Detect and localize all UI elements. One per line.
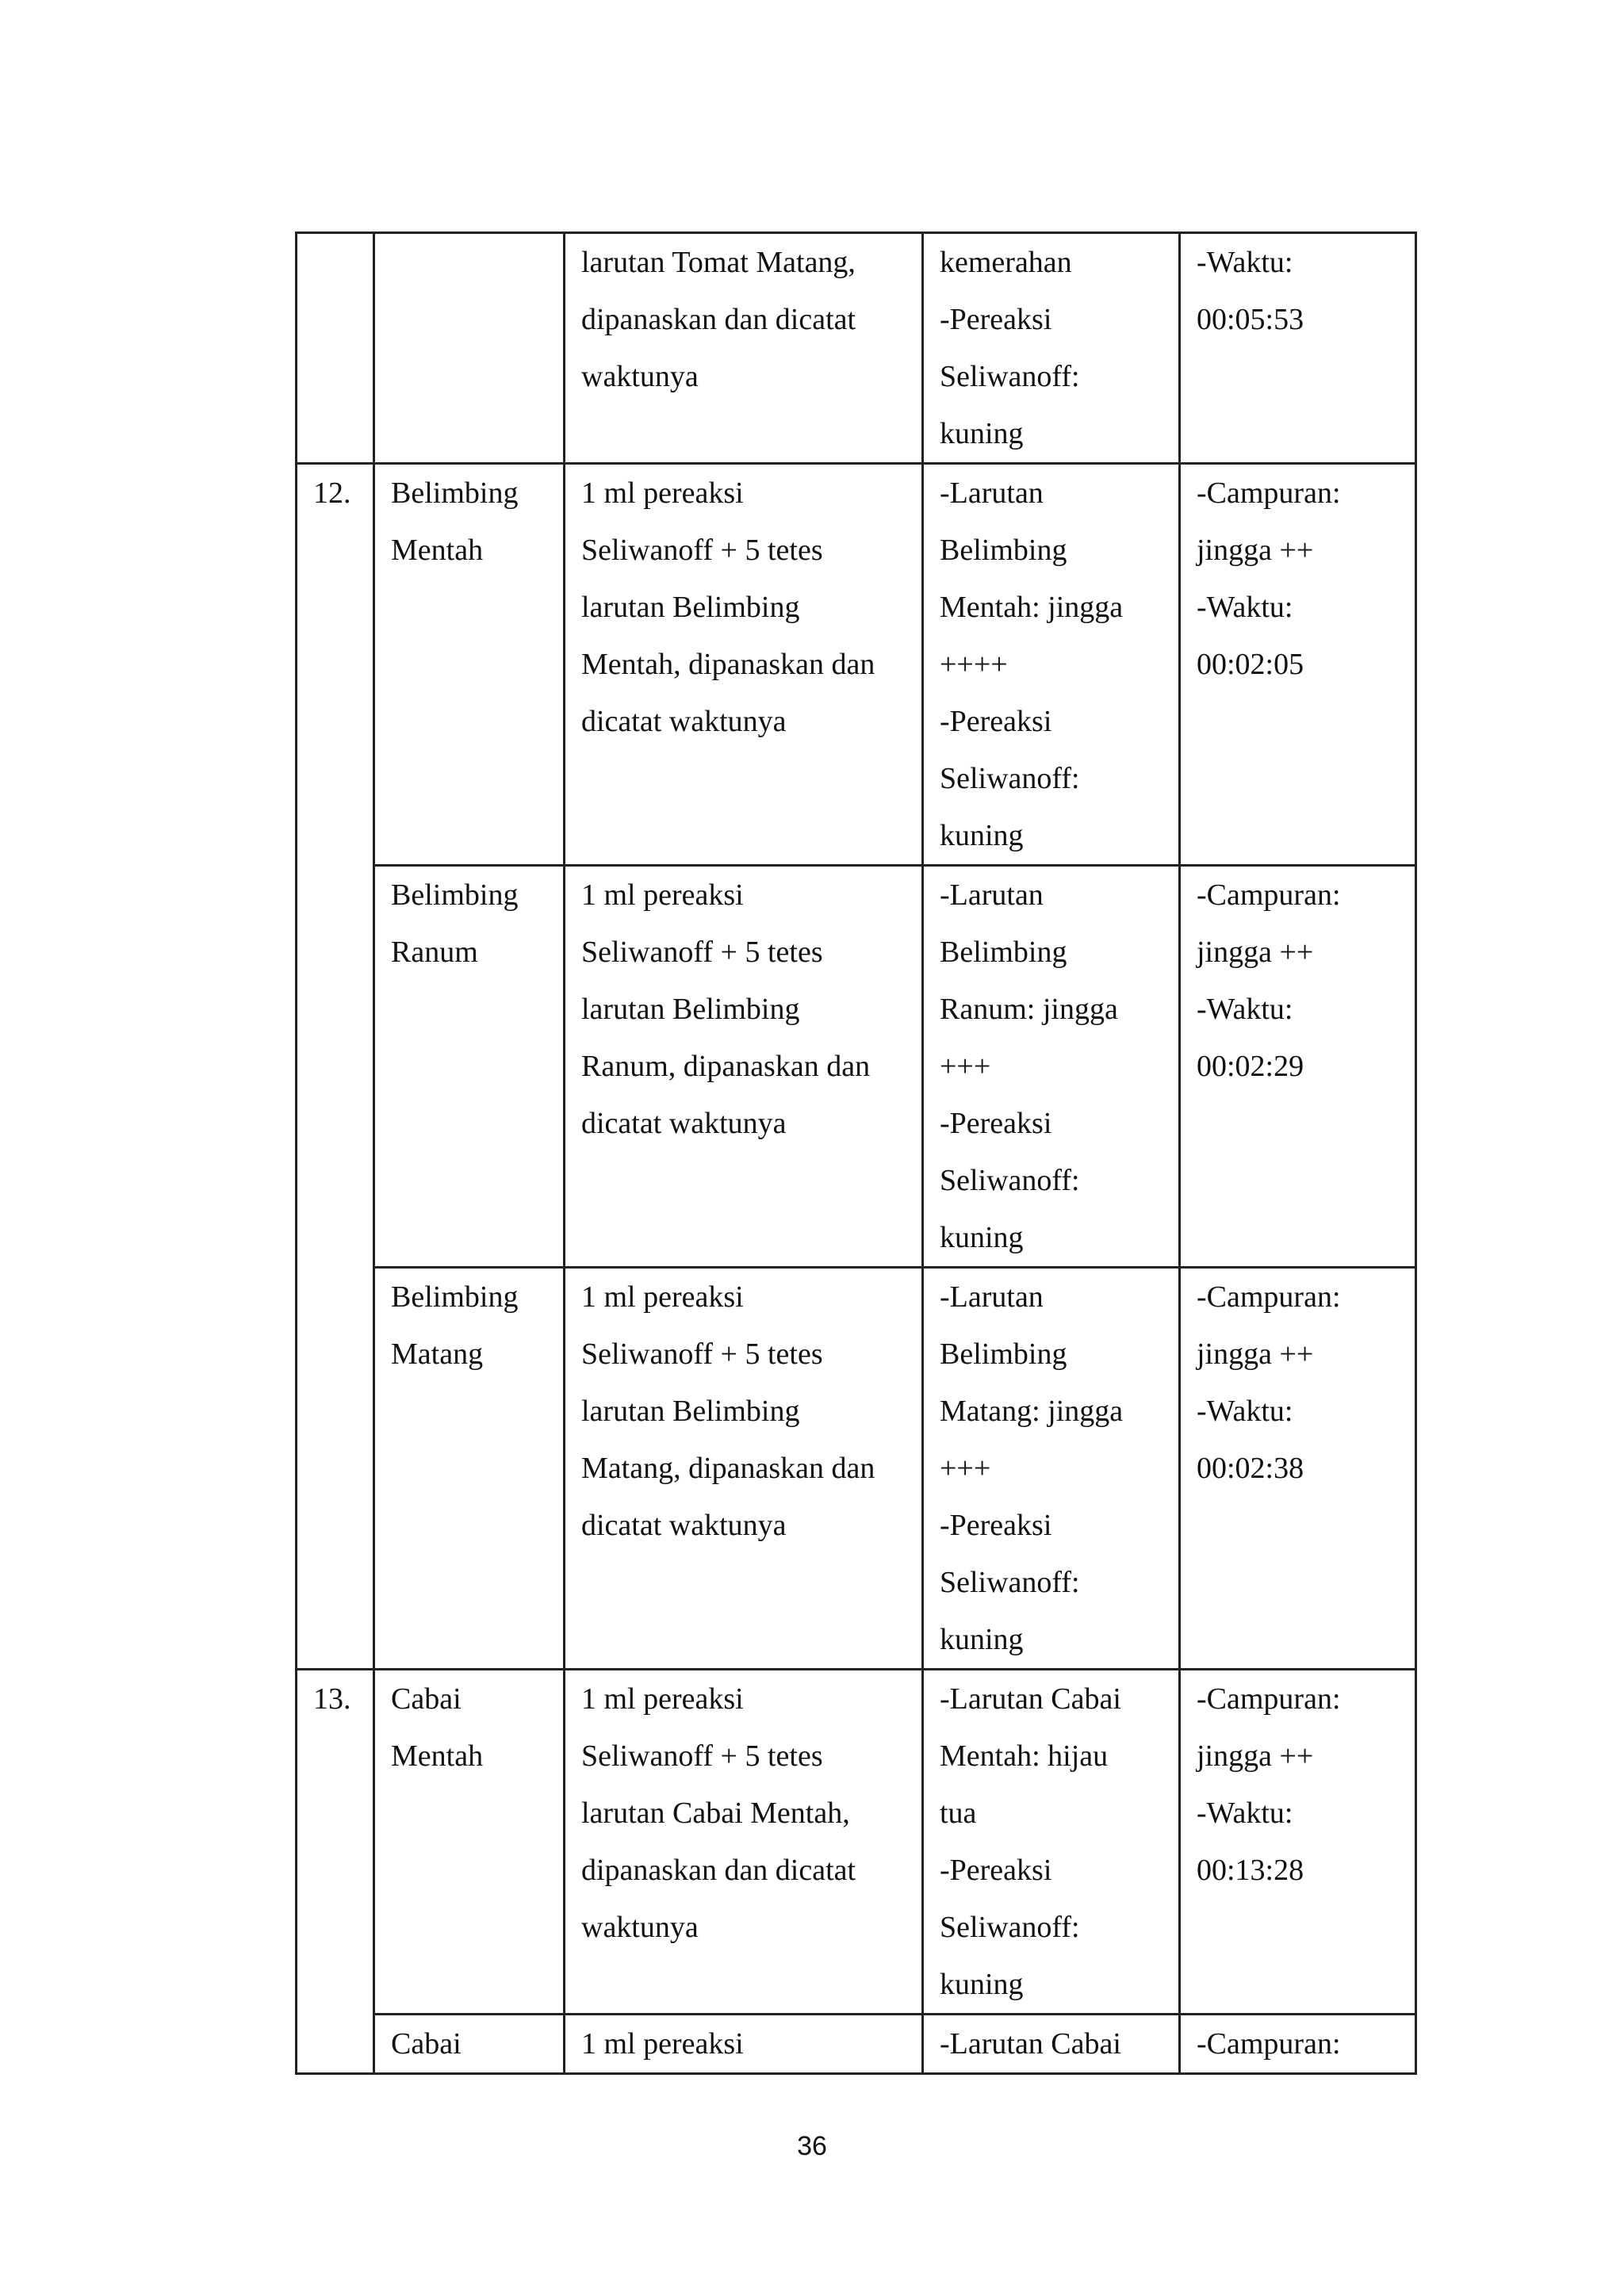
sample-cell [374,1268,565,1670]
table-row [297,1268,1416,1670]
cell-line: dipanaskan dan dicatat [581,303,856,336]
cell-line: -Pereaksi [940,1509,1052,1542]
table-row [297,2015,1416,2074]
result-cell [1180,866,1416,1268]
cell-line: jingga ++ [1197,936,1314,969]
cell-line: -Campuran: [1197,476,1341,510]
cell-line: Cabai [391,2027,462,2061]
observation-cell [923,1670,1180,2015]
cell-line: kuning [940,417,1024,450]
sample-cell [374,464,565,866]
cell-line: Mentah: jingga [940,591,1124,624]
observation-cell [923,2015,1180,2074]
cell-line: Belimbing [940,534,1067,567]
table-row [297,233,1416,464]
cell-line: Mentah [391,1739,484,1773]
cell-line: 1 ml pereaksi [581,2027,744,2061]
sample-cell [374,2015,565,2074]
cell-line: -Pereaksi [940,1107,1052,1140]
observation-cell [923,233,1180,464]
result-cell [1180,1670,1416,2015]
cell-line: -Larutan Cabai [940,1682,1121,1716]
result-cell [1180,464,1416,866]
page-number: 36 [797,2131,827,2161]
cell-line: -Larutan [940,878,1044,912]
cell-line: +++ [940,1050,991,1083]
cell-line: Matang, dipanaskan dan [581,1452,875,1485]
cell-line: dicatat waktunya [581,1509,787,1542]
cell-line: kuning [940,819,1024,852]
cell-line: -Larutan Cabai [940,2027,1121,2061]
cell-line: Seliwanoff: [940,1164,1080,1197]
cell-line: Seliwanoff: [940,1566,1080,1599]
cell-line: Belimbing [391,878,519,912]
table-body [297,233,1416,2074]
result-cell [1180,1268,1416,1670]
cell-line: -Campuran: [1197,2027,1341,2061]
cell-line: kuning [940,1221,1024,1254]
cell-line: Belimbing [391,476,519,510]
cell-line: -Campuran: [1197,878,1341,912]
cell-line: larutan Belimbing [581,993,800,1026]
cell-line: tua [940,1797,977,1830]
number-cell [297,1670,374,2015]
cell-line: Matang [391,1337,484,1371]
cell-line: 1 ml pereaksi [581,1682,744,1716]
cell-line: -Waktu: [1197,246,1293,279]
cell-line: -Waktu: [1197,1395,1293,1428]
cell-line: 13. [313,1682,351,1716]
sample-cell [374,866,565,1268]
cell-line: dicatat waktunya [581,1107,787,1140]
table-row [297,1670,1416,2015]
cell-line: 12. [313,476,351,510]
procedure-cell [565,233,923,464]
cell-line: 00:02:05 [1197,648,1304,681]
cell-line: Ranum [391,936,478,969]
cell-line: -Campuran: [1197,1280,1341,1314]
cell-line: larutan Cabai Mentah, [581,1797,850,1830]
number-cell [297,233,374,464]
cell-line: kemerahan [940,246,1072,279]
cell-line: larutan Tomat Matang, [581,246,856,279]
cell-line: 00:02:29 [1197,1050,1304,1083]
cell-line: 00:05:53 [1197,303,1304,336]
cell-line: 00:02:38 [1197,1452,1304,1485]
cell-line: kuning [940,1623,1024,1656]
cell-line: Belimbing [940,1337,1067,1371]
observation-cell [923,1268,1180,1670]
results-table [295,232,1417,2075]
cell-line: Mentah: hijau [940,1739,1109,1773]
number-cell [297,464,374,866]
procedure-cell [565,866,923,1268]
cell-line: -Waktu: [1197,591,1293,624]
cell-line: -Waktu: [1197,1797,1293,1830]
cell-line: Ranum: jingga [940,993,1118,1026]
number-cell [297,1268,374,1670]
cell-line: waktunya [581,360,699,393]
cell-line: Mentah, dipanaskan dan [581,648,875,681]
cell-line: jingga ++ [1197,1739,1314,1773]
result-cell [1180,233,1416,464]
cell-line: kuning [940,1968,1024,2001]
procedure-cell [565,1268,923,1670]
cell-line: Seliwanoff: [940,1911,1080,1944]
cell-line: -Pereaksi [940,705,1052,738]
cell-line: 1 ml pereaksi [581,1280,744,1314]
cell-line: jingga ++ [1197,534,1314,567]
cell-line: larutan Belimbing [581,1395,800,1428]
sample-cell [374,1670,565,2015]
cell-line: Seliwanoff + 5 tetes [581,534,823,567]
table-row [297,464,1416,866]
number-cell [297,866,374,1268]
cell-line: Cabai [391,1682,462,1716]
cell-line: Seliwanoff: [940,360,1080,393]
cell-line: 1 ml pereaksi [581,878,744,912]
cell-line: waktunya [581,1911,699,1944]
cell-line: -Larutan [940,476,1044,510]
cell-line: Seliwanoff + 5 tetes [581,1337,823,1371]
observation-cell [923,866,1180,1268]
cell-line: larutan Belimbing [581,591,800,624]
cell-line: -Larutan [940,1280,1044,1314]
table-row [297,866,1416,1268]
cell-line: jingga ++ [1197,1337,1314,1371]
cell-line: Seliwanoff + 5 tetes [581,1739,823,1773]
cell-line: -Waktu: [1197,993,1293,1026]
cell-line: Seliwanoff + 5 tetes [581,936,823,969]
cell-line: -Campuran: [1197,1682,1341,1716]
cell-line: Mentah [391,534,484,567]
cell-line: 1 ml pereaksi [581,476,744,510]
number-cell [297,2015,374,2074]
cell-line: ++++ [940,648,1008,681]
cell-line: 00:13:28 [1197,1854,1304,1887]
cell-line: Seliwanoff: [940,762,1080,795]
cell-line: Ranum, dipanaskan dan [581,1050,871,1083]
cell-line: Belimbing [391,1280,519,1314]
cell-line: Matang: jingga [940,1395,1124,1428]
result-cell [1180,2015,1416,2074]
observation-cell [923,464,1180,866]
procedure-cell [565,2015,923,2074]
cell-line: dicatat waktunya [581,705,787,738]
sample-cell [374,233,565,464]
cell-line: +++ [940,1452,991,1485]
procedure-cell [565,1670,923,2015]
cell-line: -Pereaksi [940,303,1052,336]
cell-line: dipanaskan dan dicatat [581,1854,856,1887]
procedure-cell [565,464,923,866]
cell-line: -Pereaksi [940,1854,1052,1887]
cell-line: Belimbing [940,936,1067,969]
